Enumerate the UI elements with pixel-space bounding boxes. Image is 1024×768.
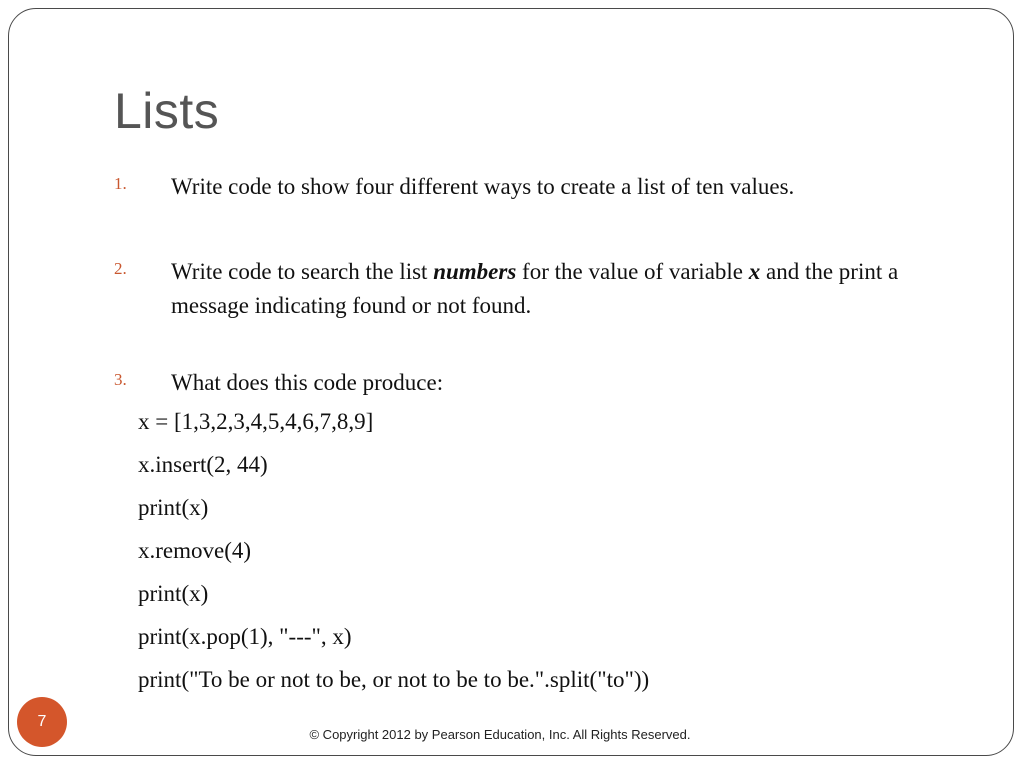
code-line-4: x.remove(4) [138,538,252,563]
emphasis-x: x [748,259,761,284]
list-text-1: Write code to show four different ways to create a list of ten values. [171,174,795,199]
copyright-footer: © Copyright 2012 by Pearson Education, Inc. All Rights Reserved. [309,727,691,742]
list-text-2-part-b: for the value of variable [516,259,749,284]
list-text-3: What does this code produce: [171,370,444,395]
code-line-7: print("To be or not to be, or not to be to be.".split("to")) [138,667,650,692]
list-number-2: 2. [114,259,127,278]
code-line-2: x.insert(2, 44) [138,452,268,477]
list-text-2-part-c: and the print a message indicating found or not found. [171,259,899,318]
emphasis-numbers: numbers [433,259,517,284]
list-number-1: 1. [114,174,127,193]
code-line-1: x = [1,3,2,3,4,5,4,6,7,8,9] [138,409,374,434]
list-text-2-part-a: Write code to search the list [171,259,434,284]
code-line-3: print(x) [138,495,209,520]
code-line-5: print(x) [138,581,209,606]
list-text-2 [171,255,931,323]
slide-title: Lists [114,83,220,139]
list-number-3: 3. [114,370,127,389]
code-line-6: print(x.pop(1), "---", x) [138,624,352,649]
page-number: 7 [37,713,47,730]
